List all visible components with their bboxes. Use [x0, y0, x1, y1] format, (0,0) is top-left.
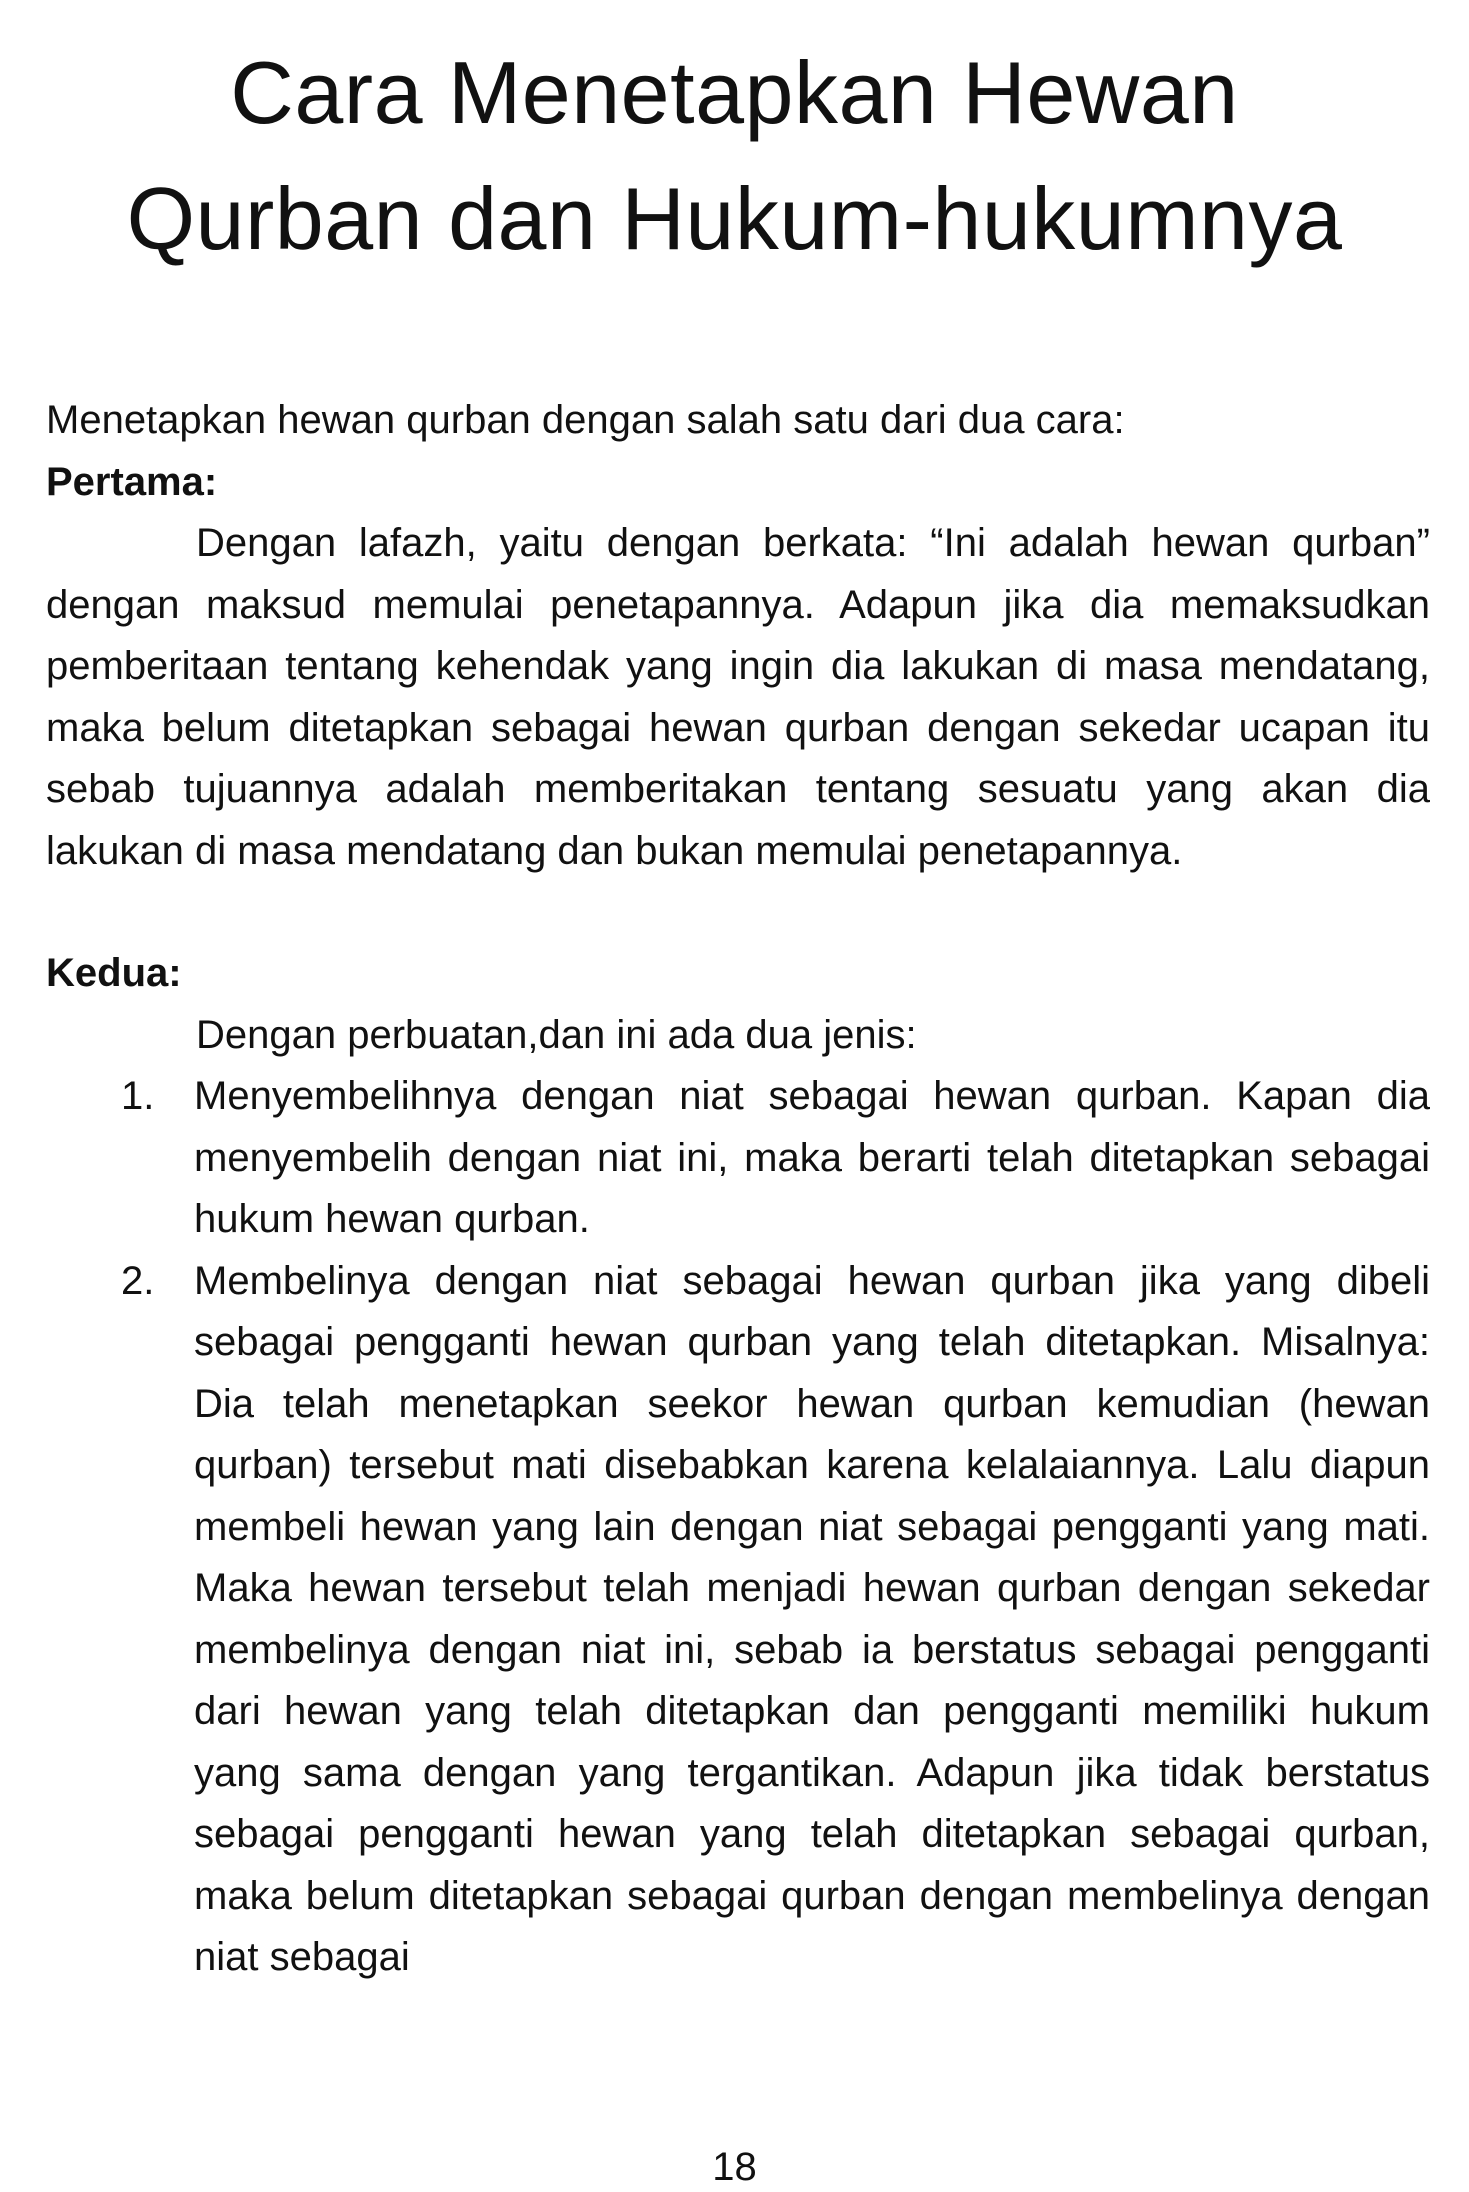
- section-body-pertama: Dengan lafazh, yaitu dengan berkata: “Ini adalah hewan qurban” dengan maksud memulai penetapannya. Adapun jika dia memaksudkan pemberitaan tentang kehendak yang ingin dia lakukan di masa mendatang, maka belum ditetapkan sebagai hewan qurban dengan sekedar ucapan itu sebab tujuannya adalah memberitakan tentang sesuatu yang akan dia lakukan di masa mendatang dan bukan memulai penetapannya.: [46, 521, 1430, 873]
- list-number: 2.: [121, 1258, 155, 1303]
- list-item-text: Menyembelihnya dengan niat sebagai hewan qurban. Kapan dia menyembelih dengan niat ini, maka berarti telah ditetapkan sebagai hukum hewan qurban.: [194, 1074, 1430, 1241]
- intro-text: Menetapkan hewan qurban dengan salah satu dari dua cara:: [46, 398, 1125, 442]
- list-item-2: [46, 1251, 1430, 1989]
- numbered-list: [46, 1066, 1430, 1989]
- title-line-1: Cara Menetapkan Hewan: [230, 43, 1239, 142]
- section-heading-pertama: Pertama:: [46, 459, 218, 504]
- page-number: 18: [712, 2145, 757, 2189]
- document-body: [46, 390, 1430, 1989]
- list-item-text: Membelinya dengan niat sebagai hewan qurban jika yang dibeli sebagai pengganti hewan qurban yang telah ditetapkan. Misalnya: Dia telah menetapkan seekor hewan qurban kemudian (hewan qurban) tersebut mati disebabkan karena kelalaiannya. Lalu diapun membeli hewan yang lain dengan niat sebagai pengganti yang mati. Maka hewan tersebut telah menjadi hewan qurban dengan sekedar membelinya dengan niat ini, sebab ia berstatus sebagai pengganti dari hewan yang telah ditetapkan dan pengganti memiliki hukum yang sama dengan yang tergantikan. Adapun jika tidak berstatus sebagai pengganti hewan yang telah ditetapkan sebagai qurban, maka belum ditetapkan sebagai qurban dengan membelinya dengan niat sebagai: [194, 1258, 1430, 1979]
- page-title: [0, 30, 1469, 282]
- list-number: 1.: [121, 1074, 155, 1118]
- section-heading-kedua: Kedua:: [46, 951, 182, 995]
- section-spacer: [46, 882, 1430, 943]
- title-line-2: Qurban dan Hukum-hukumnya: [126, 169, 1343, 268]
- section-intro-kedua: Dengan perbuatan,dan ini ada dua jenis:: [196, 1012, 917, 1057]
- list-item-1: [46, 1066, 1430, 1251]
